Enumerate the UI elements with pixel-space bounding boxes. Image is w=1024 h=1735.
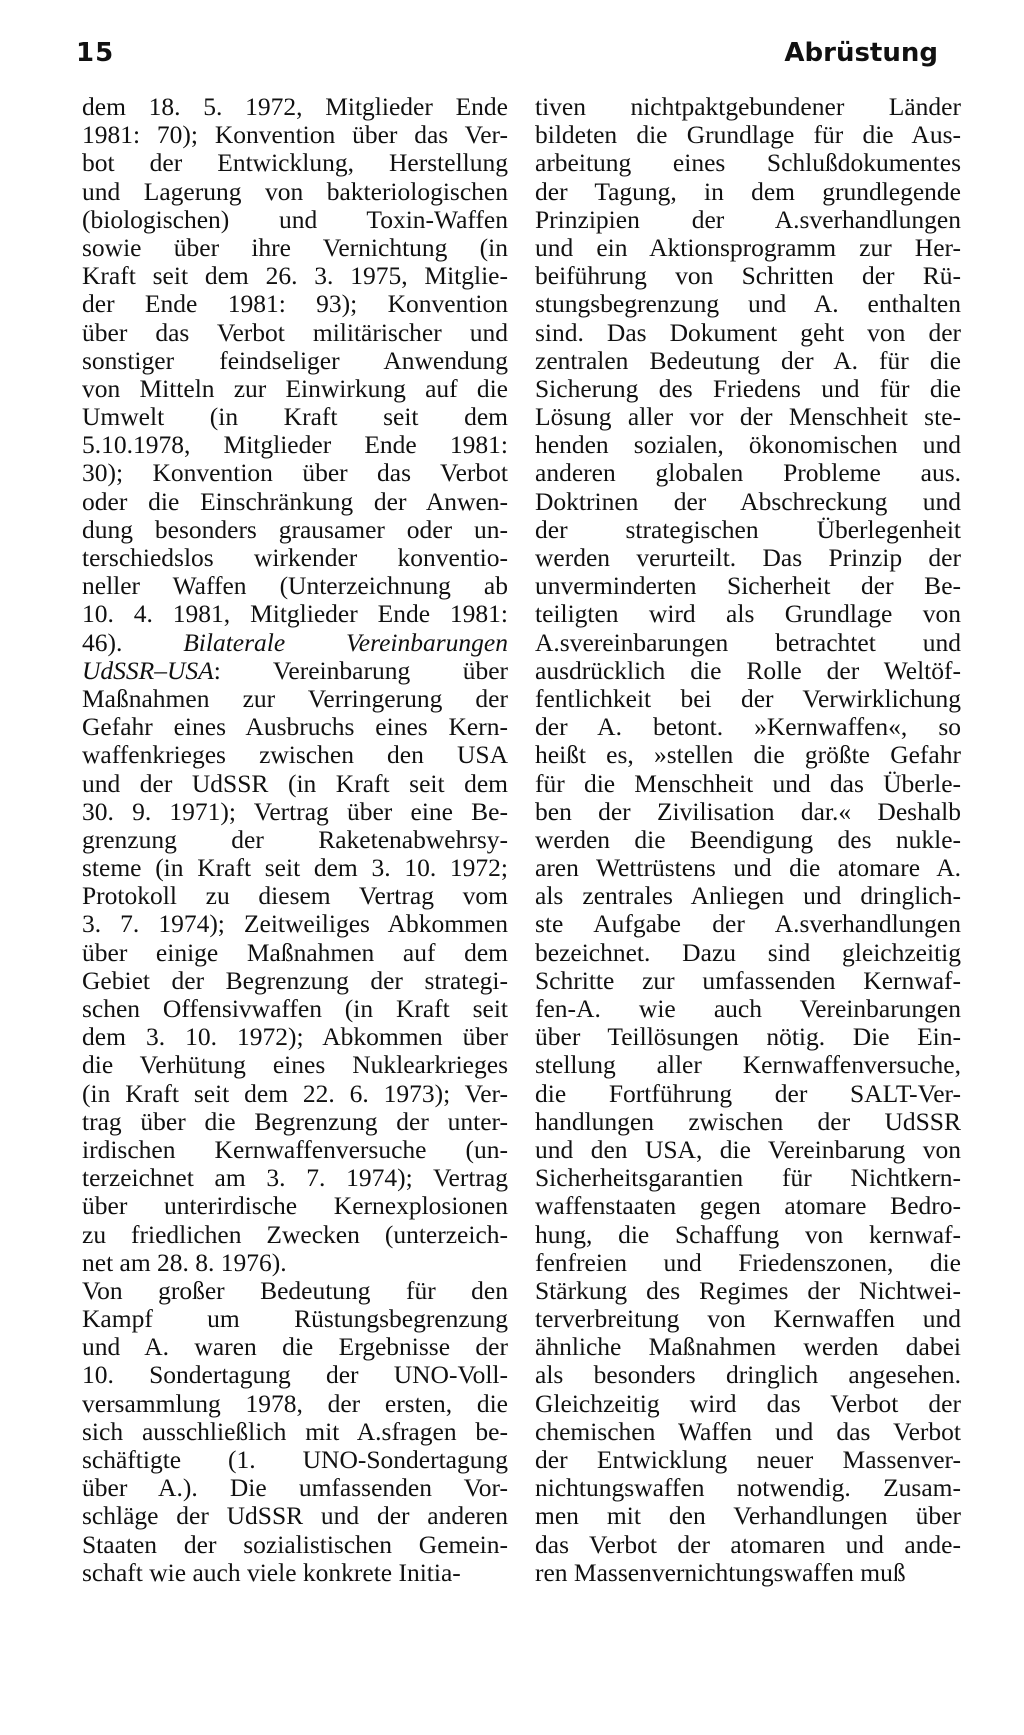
text-line: der Ende 1981: 93); Konvention bbox=[82, 290, 508, 319]
text-line: bot der Entwicklung, Herstellung bbox=[82, 149, 508, 178]
text-line: sonstiger feindseliger Anwendung bbox=[82, 346, 508, 375]
text-line: 1981: 70); Konvention über das Ver- bbox=[82, 121, 508, 150]
text-line: fen-A. wie auch Vereinbarungen bbox=[535, 995, 961, 1023]
text-line: terschiedslos wirkender konventio- bbox=[82, 544, 508, 572]
text-line: 5.10.1978, Mitglieder Ende 1981: bbox=[82, 431, 508, 460]
text-line: zentralen Bedeutung der A. für die bbox=[535, 346, 961, 375]
text-line: Prinzipien der A.sverhandlungen bbox=[535, 205, 961, 234]
text-line: sind. Das Dokument geht von der bbox=[535, 318, 961, 347]
text-line: Kraft seit dem 26. 3. 1975, Mitglie- bbox=[82, 262, 508, 291]
text-line: (in Kraft seit dem 22. 6. 1973); Ver- bbox=[82, 1079, 508, 1108]
text-line: als zentrales Anliegen und dringlich- bbox=[535, 882, 961, 911]
text-line: schen Offensivwaffen (in Kraft seit bbox=[82, 995, 508, 1023]
text-line: 10. Sondertagung der UNO-Voll- bbox=[82, 1361, 508, 1390]
text-line: henden sozialen, ökonomischen und bbox=[535, 431, 961, 460]
text-line: ste Aufgabe der A.sverhandlungen bbox=[535, 910, 961, 939]
text-line: dung besonders grausamer oder un- bbox=[82, 515, 508, 544]
text-line: arbeitung eines Schlußdokumentes bbox=[535, 149, 961, 178]
text-line: schaft wie auch viele konkrete Initia- bbox=[82, 1558, 461, 1587]
right-text-column bbox=[535, 93, 961, 1587]
text-line: stellung aller Kernwaffenversuche, bbox=[535, 1051, 961, 1080]
text-line: der Tagung, in dem grundlegende bbox=[535, 177, 961, 206]
text-line: schläge der UdSSR und der anderen bbox=[82, 1502, 508, 1531]
page-number: 15 bbox=[76, 38, 115, 68]
text-line: net am 28. 8. 1976). bbox=[82, 1248, 287, 1277]
text-line: über einige Maßnahmen auf dem bbox=[82, 938, 508, 967]
text-line: sich ausschließlich mit A.sfragen be- bbox=[82, 1417, 508, 1446]
text-line: steme (in Kraft seit dem 3. 10. 1972; bbox=[82, 854, 508, 883]
text-line: hung, die Schaffung von kernwaf- bbox=[535, 1220, 961, 1249]
text-line: 30); Konvention über das Verbot bbox=[82, 459, 508, 488]
text-line: Lösung aller vor der Menschheit ste- bbox=[535, 403, 961, 432]
text-line: und der UdSSR (in Kraft seit dem bbox=[82, 769, 508, 798]
text-line: (biologischen) und Toxin-Waffen bbox=[82, 205, 508, 234]
text-line: grenzung der Raketenabwehrsy- bbox=[82, 825, 508, 854]
text-line: und Lagerung von bakteriologischen bbox=[82, 177, 508, 206]
text-line: chemischen Waffen und das Verbot bbox=[535, 1417, 961, 1446]
text-line: 10. 4. 1981, Mitglieder Ende 1981: bbox=[82, 600, 508, 629]
text-line: die Fortführung der SALT-Ver- bbox=[535, 1079, 961, 1108]
text-line: tiven nichtpaktgebundener Länder bbox=[535, 93, 961, 121]
text-line: Kampf um Rüstungsbegrenzung bbox=[82, 1305, 508, 1334]
text-line: bezeichnet. Dazu sind gleichzeitig bbox=[535, 938, 961, 967]
text-line: terzeichnet am 3. 7. 1974); Vertrag bbox=[82, 1164, 508, 1193]
text-line: Von großer Bedeutung für den bbox=[82, 1276, 508, 1305]
text-line: Gebiet der Begrenzung der strategi- bbox=[82, 966, 508, 995]
text-line: über das Verbot militärischer und bbox=[82, 318, 508, 347]
text-line: ben der Zivilisation dar.« Deshalb bbox=[535, 797, 961, 826]
text-line: A.svereinbarungen betrachtet und bbox=[535, 628, 961, 657]
text-line: Schritte zur umfassenden Kernwaf- bbox=[535, 966, 961, 995]
text-line: der Entwicklung neuer Massenver- bbox=[535, 1446, 961, 1474]
text-line: Maßnahmen zur Verringerung der bbox=[82, 684, 508, 713]
running-head-title: Abrüstung bbox=[784, 38, 938, 68]
text-line: anderen globalen Probleme aus. bbox=[535, 459, 961, 488]
text-line: waffenkrieges zwischen den USA bbox=[82, 741, 508, 770]
text-line: terverbreitung von Kernwaffen und bbox=[535, 1305, 961, 1334]
text-line: ren Massenvernichtungswaffen muß bbox=[535, 1558, 906, 1587]
text-line: Doktrinen der Abschreckung und bbox=[535, 487, 961, 516]
text-line: fenfreien und Friedenszonen, die bbox=[535, 1248, 961, 1277]
text-line: der A. betont. »Kernwaffen«, so bbox=[535, 713, 961, 742]
text-line: Sicherheitsgarantien für Nichtkern- bbox=[535, 1164, 961, 1193]
text-line: oder die Einschränkung der Anwen- bbox=[82, 487, 508, 516]
text-line: werden die Beendigung des nukle- bbox=[535, 825, 961, 854]
text-line: und ein Aktionsprogramm zur Her- bbox=[535, 233, 961, 262]
text-line: beiführung von Schritten der Rü- bbox=[535, 262, 961, 291]
text-line: aren Wettrüstens und die atomare A. bbox=[535, 854, 961, 883]
text-line: waffenstaaten gegen atomare Bedro- bbox=[535, 1192, 961, 1221]
text-line: men mit den Verhandlungen über bbox=[535, 1502, 961, 1531]
text-line: der strategischen Überlegenheit bbox=[535, 515, 961, 544]
text-line: und A. waren die Ergebnisse der bbox=[82, 1333, 508, 1362]
text-line: dem 3. 10. 1972); Abkommen über bbox=[82, 1023, 508, 1052]
text-line: bildeten die Grundlage für die Aus- bbox=[535, 121, 961, 150]
text-line: und den USA, die Vereinbarung von bbox=[535, 1135, 961, 1164]
text-line: irdischen Kernwaffenversuche (un- bbox=[82, 1135, 508, 1164]
text-line: unverminderten Sicherheit der Be- bbox=[535, 572, 961, 601]
text-line: schäftigte (1. UNO-Sondertagung bbox=[82, 1446, 508, 1474]
text-line: über A.). Die umfassenden Vor- bbox=[82, 1474, 508, 1503]
text-line: ähnliche Maßnahmen werden dabei bbox=[535, 1333, 961, 1362]
text-line: für die Menschheit und das Überle- bbox=[535, 769, 961, 798]
text-line: heißt es, »stellen die größte Gefahr bbox=[535, 741, 961, 770]
text-line: Protokoll zu diesem Vertrag vom bbox=[82, 882, 508, 911]
text-line: fentlichkeit bei der Verwirklichung bbox=[535, 684, 961, 713]
text-line: trag über die Begrenzung der unter- bbox=[82, 1107, 508, 1136]
text-line: handlungen zwischen der UdSSR bbox=[535, 1107, 961, 1136]
text-line: dem 18. 5. 1972, Mitglieder Ende bbox=[82, 93, 508, 121]
text-line: teiligten wird als Grundlage von bbox=[535, 600, 961, 629]
text-line: Staaten der sozialistischen Gemein- bbox=[82, 1530, 508, 1559]
text-line: nichtungswaffen notwendig. Zusam- bbox=[535, 1474, 961, 1503]
text-line: werden verurteilt. Das Prinzip der bbox=[535, 544, 961, 572]
text-line: das Verbot der atomaren und ande- bbox=[535, 1530, 961, 1559]
left-text-column bbox=[82, 93, 508, 1587]
text-line: als besonders dringlich angesehen. bbox=[535, 1361, 961, 1390]
text-line: Gefahr eines Ausbruchs eines Kern- bbox=[82, 713, 508, 742]
text-line: von Mitteln zur Einwirkung auf die bbox=[82, 374, 508, 403]
text-line: UdSSR–USA: Vereinbarung über bbox=[82, 656, 508, 685]
text-line: sowie über ihre Vernichtung (in bbox=[82, 233, 508, 262]
text-line: 46). Bilaterale Vereinbarungen bbox=[82, 628, 508, 657]
text-line: zu friedlichen Zwecken (unterzeich- bbox=[82, 1220, 508, 1249]
text-line: die Verhütung eines Nuklearkrieges bbox=[82, 1051, 508, 1080]
text-line: über unterirdische Kernexplosionen bbox=[82, 1192, 508, 1221]
text-line: stungsbegrenzung und A. enthalten bbox=[535, 290, 961, 319]
text-line: versammlung 1978, der ersten, die bbox=[82, 1389, 508, 1418]
text-line: Sicherung des Friedens und für die bbox=[535, 374, 961, 403]
text-line: über Teillösungen nötig. Die Ein- bbox=[535, 1023, 961, 1052]
text-line: Umwelt (in Kraft seit dem bbox=[82, 403, 508, 432]
text-line: Gleichzeitig wird das Verbot der bbox=[535, 1389, 961, 1418]
text-line: 3. 7. 1974); Zeitweiliges Abkommen bbox=[82, 910, 508, 939]
text-line: Stärkung des Regimes der Nichtwei- bbox=[535, 1276, 961, 1305]
text-line: neller Waffen (Unterzeichnung ab bbox=[82, 572, 508, 601]
text-line: ausdrücklich die Rolle der Weltöf- bbox=[535, 656, 961, 685]
text-line: 30. 9. 1971); Vertrag über eine Be- bbox=[82, 797, 508, 826]
